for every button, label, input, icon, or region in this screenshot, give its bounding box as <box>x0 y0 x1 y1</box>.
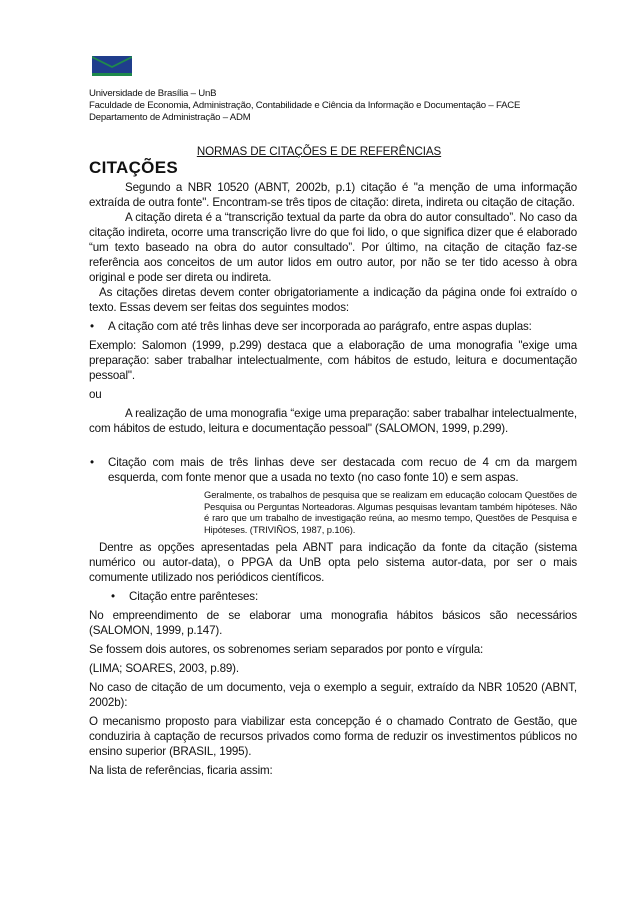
list-item <box>89 319 577 334</box>
paragraph-contrato-gestao: O mecanismo proposto para viabilizar esta concepção é o chamado Contrato de Gestão, que conduziria à captação de recursos privados como forma de reduzir os investimentos públicos no ensino superior (BRASIL, 1995). <box>89 715 577 759</box>
paragraph-citation-types: A citação direta é a “transcrição textual da parte da obra do autor consultado”. No caso da citação indireta, ocorre uma transcrição livre do que foi lido, o que significa dizer que é elaborado “um texto baseado na obra do autor consultado”. Por último, na citação de citação faz-se referência aos conceitos de um autor lidos em outro autor, por não se ter tido acesso à obra original e pode ser direta ou indireta. <box>89 211 577 284</box>
bullet-icon: • <box>90 320 94 333</box>
university-name: Universidade de Brasília – UnB <box>89 88 217 99</box>
institution-header <box>89 88 589 124</box>
bullet-parentheses: Citação entre parênteses: <box>129 590 259 604</box>
document-body <box>89 180 577 778</box>
paragraph-reference-list: Na lista de referências, ficaria assim: <box>89 764 273 778</box>
list-item <box>89 455 577 485</box>
paragraph-example-monografia: No empreendimento de se elaborar uma monografia hábitos básicos são necessários (SALOMON, 1999, p.147). <box>89 609 577 638</box>
paragraph-author-date: Dentre as opções apresentadas pela ABNT para indicação da fonte da citação (sistema numérico ou autor-data), o PPGA da UnB opta pelo sistema autor-data, por ser o mais comumente utilizado nos periódicos científicos. <box>89 541 577 585</box>
faculty-name: Faculdade de Economia, Administração, Contabilidade e Ciência da Informação e Documentação – FACE <box>89 100 521 111</box>
paragraph-document-citation: No caso de citação de um documento, veja o exemplo a seguir, extraído da NBR 10520 (ABNT, 2002b): <box>89 681 577 710</box>
example-salomon: Exemplo: Salomon (1999, p.299) destaca que a elaboração de uma monografia "exige uma preparação: saber trabalhar intelectualmente, com hábitos de estudo, leitura e documentação pessoal". <box>89 339 577 382</box>
department-name: Departamento de Administração – ADM <box>89 112 251 123</box>
paragraph-two-authors: Se fossem dois autores, os sobrenomes seriam separados por ponto e vírgula: <box>89 643 484 657</box>
or-separator: ou <box>89 388 102 401</box>
list-item <box>89 589 577 604</box>
paragraph-lima-soares: (LIMA; SOARES, 2003, p.89). <box>89 662 239 676</box>
bullet-icon: • <box>90 456 94 469</box>
paragraph-definition: Segundo a NBR 10520 (ABNT, 2002b, p.1) citação é "a menção de uma informação extraída de outra fonte". Encontram-se três tipos de citação: direta, indireta ou citação de citação. <box>89 181 577 209</box>
paragraph-direct-citations: As citações diretas devem conter obrigatoriamente a indicação da página onde foi extraído o texto. Essas devem ser feitas dos seguintes modos: <box>89 286 577 314</box>
example-salomon-alt: A realização de uma monografia “exige uma preparação: saber trabalhar intelectualmente, com hábitos de estudo, leitura e documentação pessoal" (SALOMON, 1999, p.299). <box>89 407 577 435</box>
bullet-short-citation: A citação com até três linhas deve ser incorporada ao parágrafo, entre aspas duplas: <box>108 320 532 333</box>
bullet-icon: • <box>111 590 115 604</box>
bullet-long-citation: Citação com mais de três linhas deve ser destacada com recuo de 4 cm da margem esquerda, com fonte menor que a usada no texto (no caso fonte 10) e sem aspas. <box>108 456 577 484</box>
unb-logo-icon <box>92 56 132 76</box>
document-title: NORMAS DE CITAÇÕES E DE REFERÊNCIAS <box>196 145 442 158</box>
block-quote: Geralmente, os trabalhos de pesquisa que se realizam em educação colocam Questões de Pesquisa ou Perguntas Norteadoras. Algumas pesquisas levantam também hipóteses. Não é raro que um trabalho de investigação reúna, ao mesmo tempo, Questões de Pesquisa e Hipóteses. (TRIVIÑOS, 1987, p.106). <box>204 489 577 535</box>
section-title: CITAÇÕES <box>89 158 178 177</box>
